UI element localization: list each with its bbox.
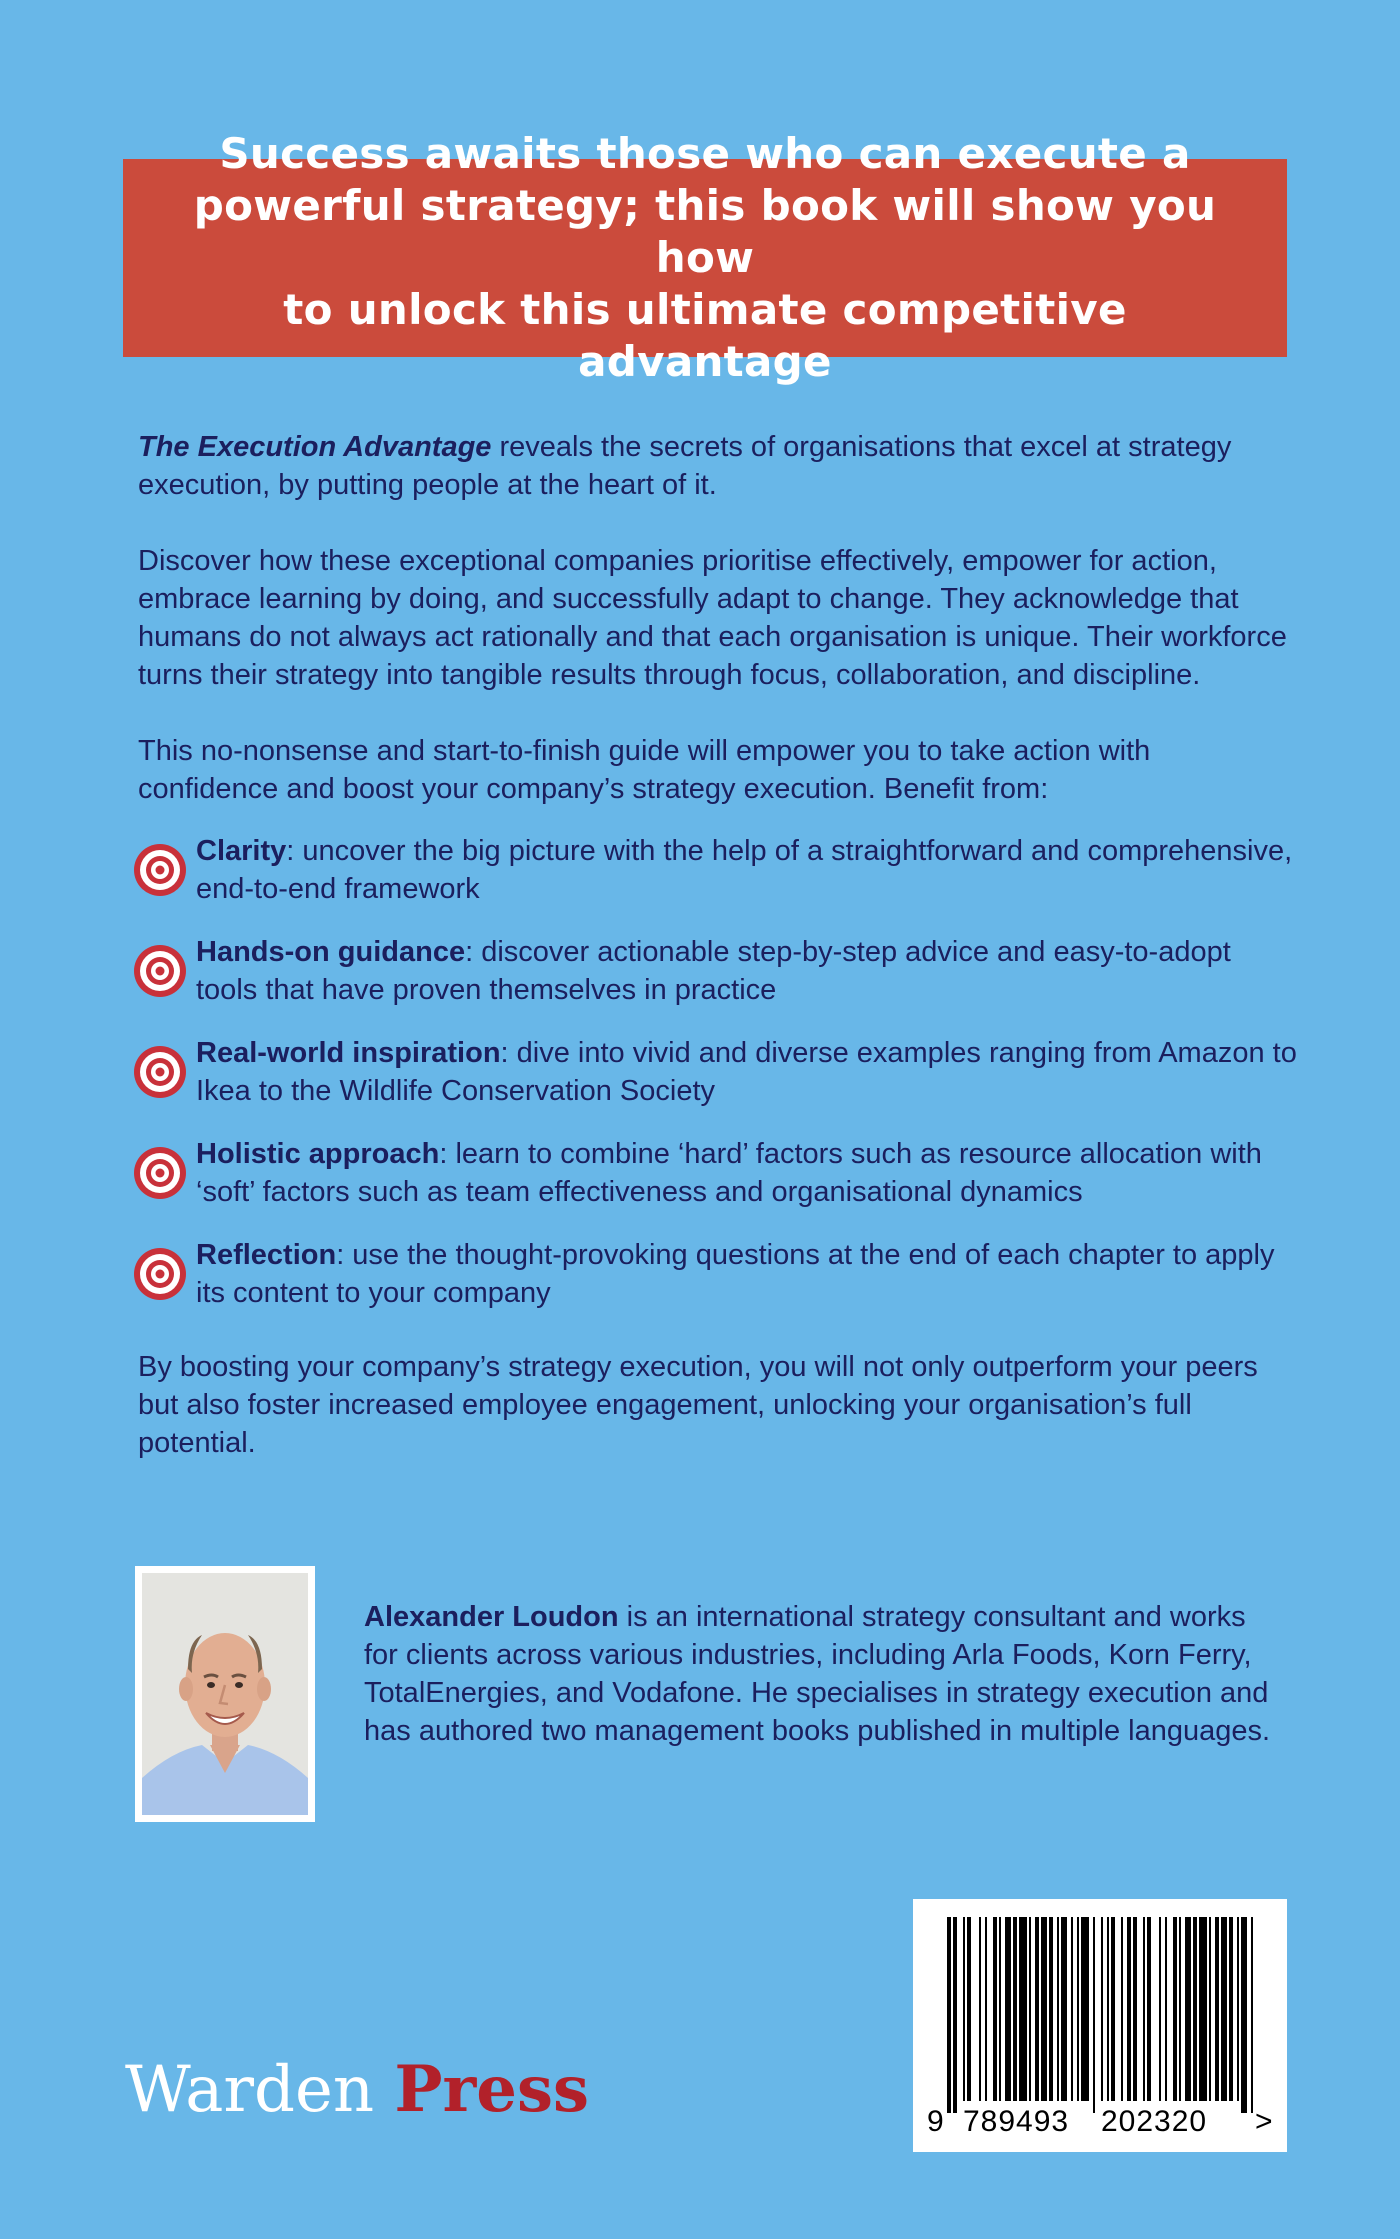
barcode-bar (1173, 1917, 1177, 2101)
headline-line-1: Success awaits those who can execute a (219, 129, 1191, 178)
benefit-list (138, 832, 1298, 1312)
benefit-text (196, 1135, 1298, 1211)
benefit-text (196, 1034, 1298, 1110)
barcode-digits-right: 202320 (1101, 2105, 1208, 2138)
benefit-title: Clarity (196, 835, 287, 867)
barcode-bars (947, 1917, 1253, 2113)
barcode-bar (1107, 1917, 1109, 2101)
publisher-name-part1: Warden (125, 2053, 375, 2127)
headline-banner (123, 129, 1287, 386)
benefit-description: : discover actionable step-by-step advice and easy-to-adopt tools that have proven themselves in practice (196, 936, 1231, 1006)
benefit-item (138, 933, 1298, 1009)
guide-paragraph: This no-nonsense and start-to-finish guide will empower you to take action with confidence and boost your company’s strategy execution. Benefit from: (138, 735, 1151, 805)
barcode-bar (1127, 1917, 1131, 2101)
benefit-item (138, 832, 1298, 908)
barcode-bar (1035, 1917, 1039, 2101)
headline-text (163, 128, 1247, 388)
barcode-bar (999, 1917, 1001, 2101)
benefit-description: : uncover the big picture with the help of a straightforward and comprehensive, end-to-end framework (196, 835, 1293, 905)
barcode-bar (953, 1917, 957, 2113)
barcode-bar (1101, 1917, 1103, 2101)
barcode-bar (979, 1917, 981, 2101)
barcode-bar (1061, 1917, 1067, 2101)
author-bio-text: is an international strategy consultant and works for clients across various industries, including Arla Foods, Korn Ferry, TotalEnergies, and Vodafone. He specialises in strategy execution and has authored two management books published in multiple languages. (364, 1601, 1271, 1747)
barcode-bar (1019, 1917, 1027, 2101)
barcode-bar (963, 1917, 965, 2101)
barcode-arrow: > (1255, 2105, 1273, 2138)
barcode-bar (1111, 1917, 1115, 2101)
publisher-name-part2: Press (394, 2052, 589, 2127)
barcode-bar (1005, 1917, 1011, 2101)
barcode-bar (1013, 1917, 1017, 2101)
barcode-bar (1165, 1917, 1167, 2101)
barcode-first-digit: 9 (927, 2105, 944, 2138)
barcode-bar (967, 1917, 971, 2101)
barcode-bar (1049, 1917, 1053, 2101)
author-name: Alexander Loudon (364, 1601, 619, 1633)
benefit-text (196, 1236, 1298, 1312)
barcode-bar (1143, 1917, 1145, 2101)
intro-paragraph (138, 428, 1298, 504)
author-bio (364, 1598, 1284, 1750)
isbn-barcode (913, 1899, 1287, 2152)
barcode-bar (1081, 1917, 1089, 2101)
benefit-title: Holistic approach (196, 1138, 440, 1170)
benefit-title: Reflection (196, 1239, 337, 1271)
barcode-digits-left: 789493 (963, 2105, 1070, 2138)
barcode-bar (1215, 1917, 1219, 2101)
book-title: The Execution Advantage (138, 431, 492, 463)
target-icon (132, 842, 188, 898)
barcode-bar (1241, 1917, 1247, 2113)
target-icon (132, 943, 188, 999)
benefit-title: Real-world inspiration (196, 1037, 501, 1069)
benefit-description: : dive into vivid and diverse examples ranging from Amazon to Ikea to the Wildlife Conservation Society (196, 1037, 1297, 1107)
barcode-bar (1159, 1917, 1161, 2101)
benefit-text (196, 832, 1298, 908)
barcode-bar (1193, 1917, 1197, 2101)
barcode-bar (1199, 1917, 1207, 2101)
barcode-bar (1221, 1917, 1227, 2101)
barcode-bar (1093, 1917, 1095, 2113)
benefit-description: : use the thought-provoking questions at the end of each chapter to apply its content to your company (196, 1239, 1275, 1309)
barcode-bar (1237, 1917, 1239, 2101)
barcode-graphic (913, 1899, 1287, 2152)
barcode-bar (1121, 1917, 1123, 2101)
benefit-description: : learn to combine ‘hard’ factors such as resource allocation with ‘soft’ factors such as team effectiveness and organisational dynamics (196, 1138, 1262, 1208)
barcode-bar (1147, 1917, 1151, 2101)
barcode-bar (1057, 1917, 1059, 2101)
barcode-bar (1133, 1917, 1137, 2101)
benefit-item (138, 1135, 1298, 1211)
headline-line-2: powerful strategy; this book will show you how (193, 181, 1217, 282)
barcode-bar (1041, 1917, 1047, 2101)
benefit-text (196, 933, 1298, 1009)
benefit-item (138, 1034, 1298, 1110)
publisher-logo (125, 2050, 589, 2130)
target-icon (132, 1044, 188, 1100)
target-icon (132, 1246, 188, 1302)
benefit-title: Hands-on guidance (196, 936, 466, 968)
intro-text: reveals the secrets of organisations that excel at strategy execution, by putting people at the heart of it. (138, 431, 1232, 501)
barcode-bar (1071, 1917, 1073, 2101)
barcode-bar (985, 1917, 987, 2101)
barcode-bar (1179, 1917, 1181, 2101)
barcode-bar (947, 1917, 951, 2113)
author-portrait-icon (142, 1573, 308, 1815)
barcode-bar (1185, 1917, 1191, 2101)
target-icon (132, 1145, 188, 1201)
author-photo (135, 1566, 315, 1822)
barcode-bar (1077, 1917, 1079, 2101)
barcode-bar (1029, 1917, 1031, 2101)
benefit-item (138, 1236, 1298, 1312)
blurb (138, 428, 1298, 1500)
barcode-bar (993, 1917, 997, 2101)
closing-paragraph: By boosting your company’s strategy execution, you will not only outperform your peers but also foster increased employee engagement, unlocking your organisation’s full potential. (138, 1351, 1258, 1459)
discover-paragraph: Discover how these exceptional companies prioritise effectively, empower for action, embrace learning by doing, and successfully adapt to change. They acknowledge that humans do not always act rationally and that each organisation is unique. Their workforce turns their strategy into tangible results through focus, collaboration, and discipline. (138, 545, 1287, 691)
barcode-bar (1251, 1917, 1253, 2113)
barcode-bar (1229, 1917, 1233, 2101)
barcode-bar (1209, 1917, 1211, 2101)
headline-line-3: to unlock this ultimate competitive advantage (283, 285, 1127, 386)
